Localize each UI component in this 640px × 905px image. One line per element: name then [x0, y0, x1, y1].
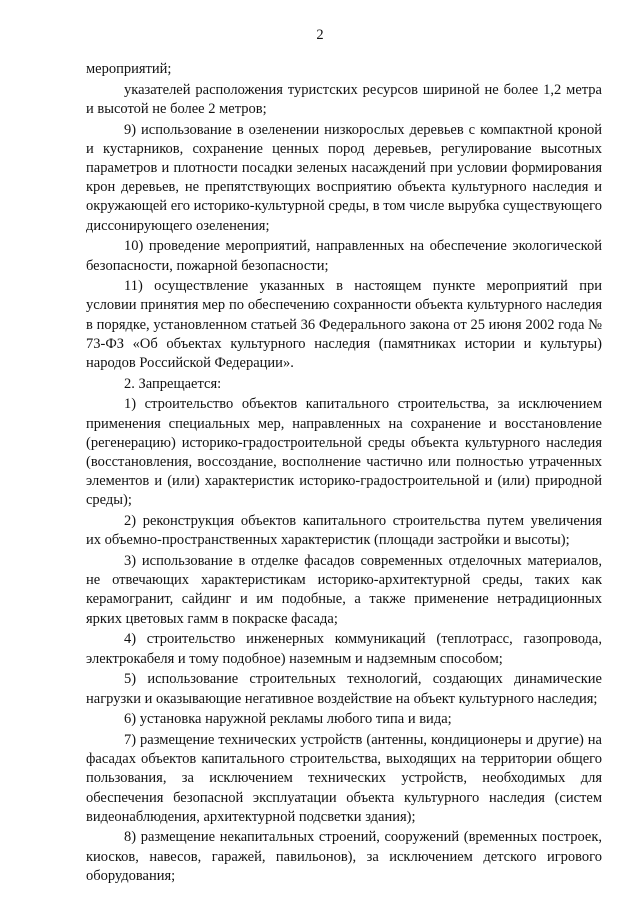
paragraph-tourist-signs: указателей расположения туристских ресурсов шириной не более 1,2 метра и высотой не более 2 метров; [86, 81, 602, 117]
paragraph-prohibited-8: 8) размещение некапитальных строений, сооружений (временных построек, киосков, навесов, гаражей, павильонов), за исключением детского игрового оборудования; [86, 829, 602, 884]
paragraph-prohibited-6: 6) установка наружной рекламы любого типа и вида; [124, 711, 452, 728]
paragraph-item-10: 10) проведение мероприятий, направленных на обеспечение экологической безопасности, пожарной безопасности; [86, 238, 602, 274]
page-number: 2 [316, 27, 324, 43]
paragraph-prohibited-5: 5) использование строительных технологий, создающих динамические нагрузки и оказывающие негативное воздействие на объект культурного наследия; [86, 671, 602, 707]
paragraph-prohibited-3: 3) использование в отделке фасадов современных отделочных материалов, не отвечающих характеристикам историко-архитектурной среды, таких как керамогранит, сайдинг и им подобные, а также применение нетрадиционных ярких цветовых гамм в покраске фасада; [86, 553, 602, 627]
paragraph-prohibited-4: 4) строительство инженерных коммуникаций (теплотрасс, газопровода, электрокабеля и тому подобное) наземным и надземным способом; [86, 631, 602, 667]
paragraph-item-9: 9) использование в озеленении низкорослых деревьев с компактной кроной и кустарников, сохранение ценных пород деревьев, регулирование высотных параметров и плотности посадки зеленых насаждений при условии формирования крон деревьев, не препятствующих восприятию объекта культурного наследия и окружающей его историко-культурной среды, в том числе вырубка существующего диссонирующего озеленения; [86, 121, 602, 234]
section-heading-prohibited: 2. Запрещается: [124, 375, 222, 392]
paragraph-prohibited-2: 2) реконструкция объектов капитального строительства путем увеличения их объемно-пространственных характеристик (площади застройки и высоты); [86, 513, 602, 549]
document-body [86, 60, 602, 888]
paragraph-item-11: 11) осуществление указанных в настоящем пункте мероприятий при условии принятия мер по обеспечению сохранности объекта культурного наследия в порядке, установленном статьей 36 Федерального закона от 25 июня 2002 года № 73-ФЗ «Об объектах культурного наследия (памятниках истории и культуры) народов Российской Федерации». [86, 278, 602, 372]
paragraph-continuation: мероприятий; [86, 61, 172, 77]
paragraph-prohibited-1: 1) строительство объектов капитального строительства, за исключением применения специальных мер, направленных на сохранение и восстановление (регенерацию) историко-градостроительной среды объекта культурного наследия (восстановления, воссоздание, восполнение частично или полностью утраченных элементов и (или) характеристик историко-градостроительной и (или) природной среды); [86, 396, 602, 509]
paragraph-prohibited-7: 7) размещение технических устройств (антенны, кондиционеры и другие) на фасадах объектов капитального строительства, выходящих на территории общего пользования, за исключением технических устройств, необходимых для обеспечения безопасной эксплуатации объекта культурного наследия (систем видеонаблюдения, архитектурной подсветки здания); [86, 731, 602, 825]
